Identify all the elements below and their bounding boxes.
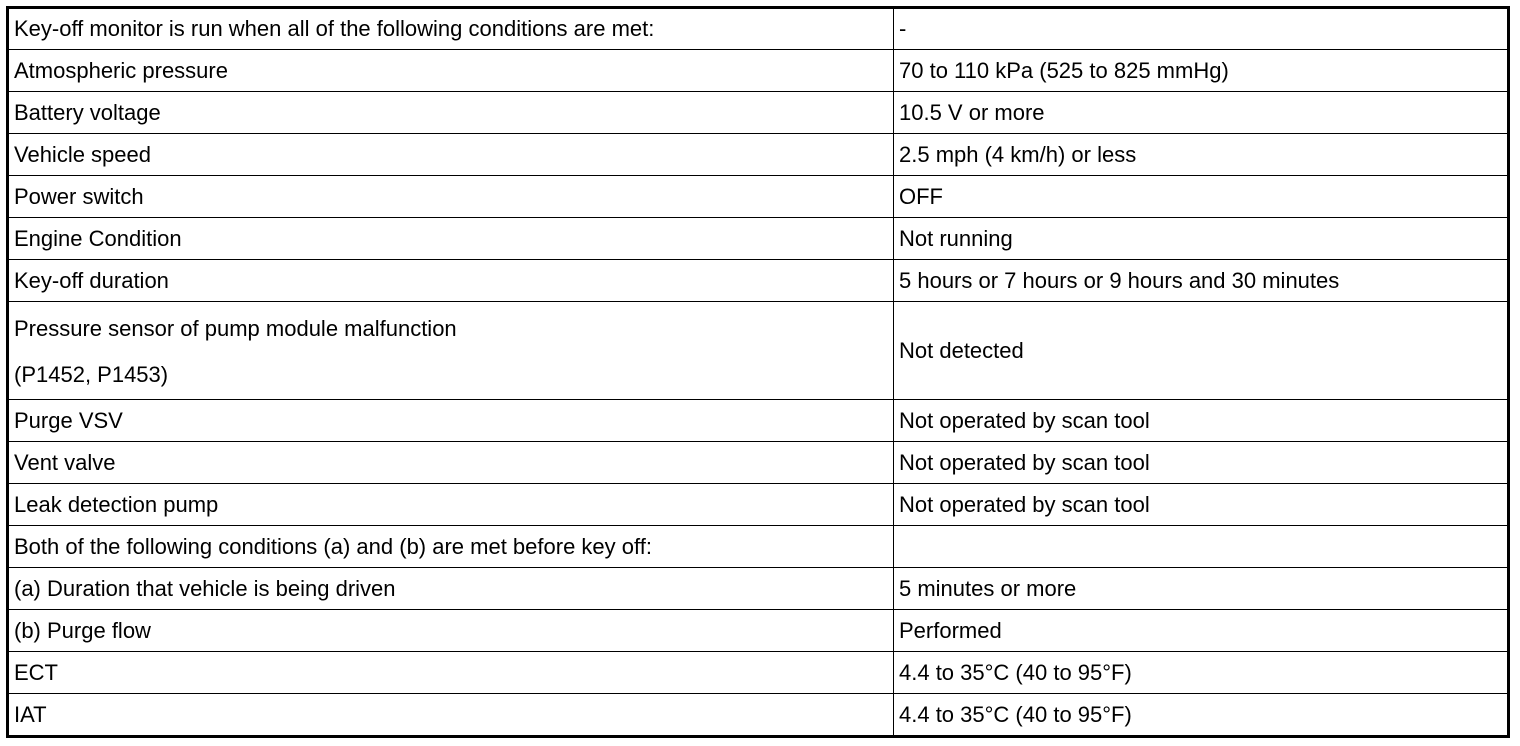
condition-cell: Atmospheric pressure bbox=[8, 50, 894, 92]
value-cell bbox=[894, 526, 1509, 568]
value-cell: Not detected bbox=[894, 302, 1509, 400]
value-cell: 5 minutes or more bbox=[894, 568, 1509, 610]
condition-cell: Engine Condition bbox=[8, 218, 894, 260]
table-row bbox=[8, 442, 1509, 484]
value-cell: - bbox=[894, 8, 1509, 50]
table-row bbox=[8, 610, 1509, 652]
condition-cell: ECT bbox=[8, 652, 894, 694]
condition-cell: Leak detection pump bbox=[8, 484, 894, 526]
condition-cell: Battery voltage bbox=[8, 92, 894, 134]
table-row bbox=[8, 134, 1509, 176]
value-cell: OFF bbox=[894, 176, 1509, 218]
value-cell: 10.5 V or more bbox=[894, 92, 1509, 134]
condition-cell: Key-off duration bbox=[8, 260, 894, 302]
condition-cell: Vehicle speed bbox=[8, 134, 894, 176]
condition-cell bbox=[8, 302, 894, 400]
condition-cell: Power switch bbox=[8, 176, 894, 218]
condition-cell: (a) Duration that vehicle is being driven bbox=[8, 568, 894, 610]
value-cell: 70 to 110 kPa (525 to 825 mmHg) bbox=[894, 50, 1509, 92]
table-row bbox=[8, 50, 1509, 92]
table-row bbox=[8, 218, 1509, 260]
value-cell: 4.4 to 35°C (40 to 95°F) bbox=[894, 694, 1509, 737]
condition-line-1: Pressure sensor of pump module malfunction bbox=[14, 315, 457, 341]
condition-cell: Key-off monitor is run when all of the following conditions are met: bbox=[8, 8, 894, 50]
value-cell: Performed bbox=[894, 610, 1509, 652]
value-cell: Not operated by scan tool bbox=[894, 484, 1509, 526]
table-row bbox=[8, 260, 1509, 302]
value-cell: 2.5 mph (4 km/h) or less bbox=[894, 134, 1509, 176]
conditions-table bbox=[6, 6, 1510, 738]
condition-line-2: (P1452, P1453) bbox=[14, 361, 169, 387]
condition-cell: Vent valve bbox=[8, 442, 894, 484]
table-row bbox=[8, 302, 1509, 400]
table-row bbox=[8, 400, 1509, 442]
table-row bbox=[8, 176, 1509, 218]
value-cell: Not operated by scan tool bbox=[894, 400, 1509, 442]
table-row bbox=[8, 484, 1509, 526]
table-row bbox=[8, 694, 1509, 737]
table-row bbox=[8, 8, 1509, 50]
condition-cell: Both of the following conditions (a) and (b) are met before key off: bbox=[8, 526, 894, 568]
condition-cell: (b) Purge flow bbox=[8, 610, 894, 652]
value-cell: Not running bbox=[894, 218, 1509, 260]
table-row bbox=[8, 526, 1509, 568]
value-cell: Not operated by scan tool bbox=[894, 442, 1509, 484]
condition-cell: IAT bbox=[8, 694, 894, 737]
condition-cell: Purge VSV bbox=[8, 400, 894, 442]
table-row bbox=[8, 652, 1509, 694]
table-row bbox=[8, 568, 1509, 610]
table-row bbox=[8, 92, 1509, 134]
value-cell: 5 hours or 7 hours or 9 hours and 30 minutes bbox=[894, 260, 1509, 302]
value-cell: 4.4 to 35°C (40 to 95°F) bbox=[894, 652, 1509, 694]
